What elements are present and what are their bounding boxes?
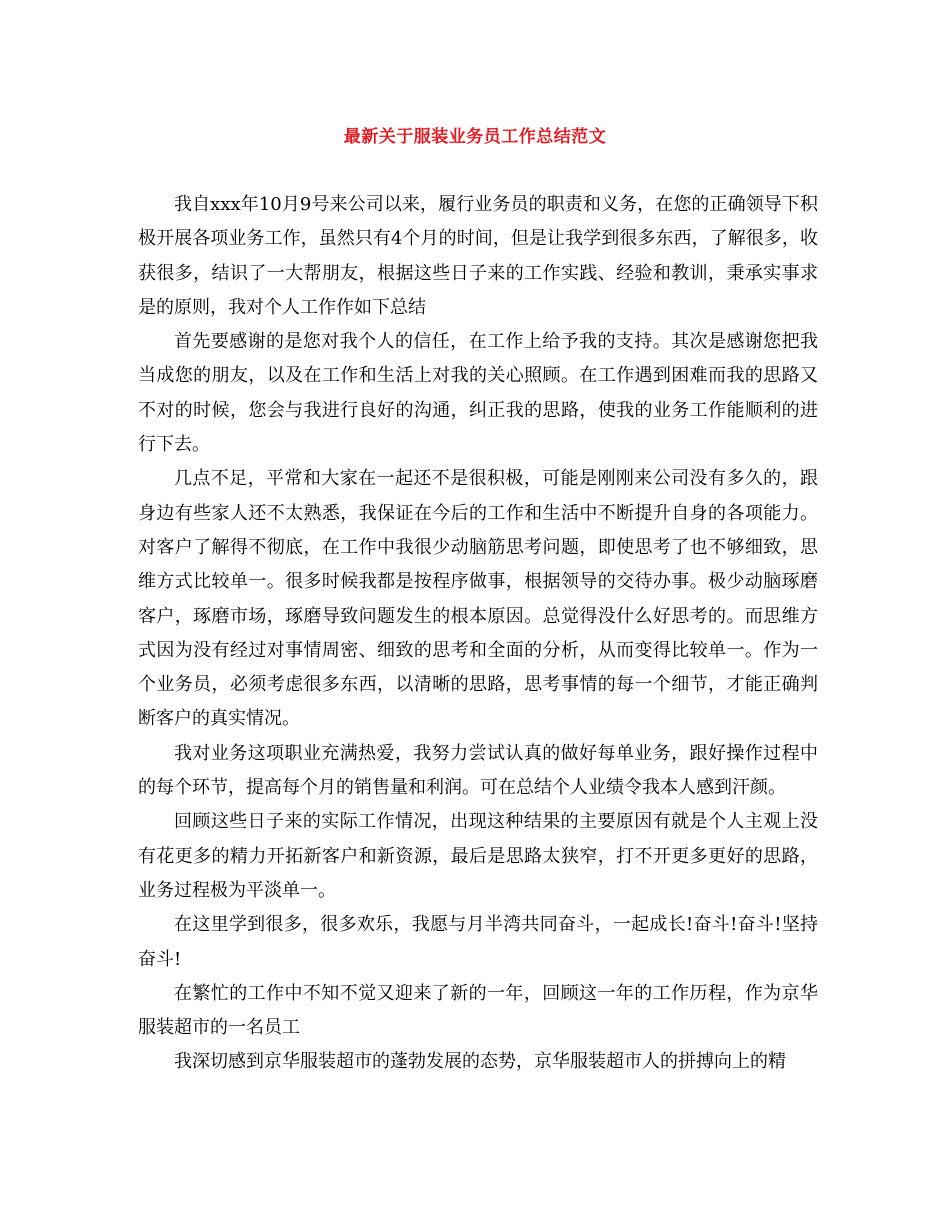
paragraph-8: 我深切感到京华服装超市的蓬勃发展的态势，京华服装超市人的拼搏向上的精 (174, 1051, 786, 1073)
paragraph-5: 回顾这些日子来的实际工作情况，出现这种结果的主要原因有就是个人主观上没有花更多的精力开拓新客户和新资源，最后是思路太狭窄，打不开更多更好的思路，业务过程极为平淡单一。 (138, 811, 818, 901)
paragraph-4: 我对业务这项职业充满热爱，我努力尝试认真的做好每单业务，跟好操作过程中的每个环节，提高每个月的销售量和利润。可在总结个人业绩令我本人感到汗颜。 (138, 742, 818, 799)
paragraph-2: 首先要感谢的是您对我个人的信任，在工作上给予我的支持。其次是感谢您把我当成您的朋友，以及在工作和生活上对我的关心照顾。在工作遇到困难而我的思路又不对的时候，您会与我进行良好的沟通，纠正我的思路，使我的业务工作能顺利的进行下去。 (138, 331, 818, 456)
paragraph-7: 在繁忙的工作中不知不觉又迎来了新的一年，回顾这一年的工作历程，作为京华服装超市的一名员工 (138, 982, 818, 1039)
paragraph-1: 我自xxx年10月9号来公司以来，履行业务员的职责和义务，在您的正确领导下积极开展各项业务工作，虽然只有4个月的时间，但是让我学到很多东西，了解很多，收获很多，结识了一大帮朋友，根据这些日子来的工作实践、经验和教训，秉承实事求是的原则，我对个人工作作如下总结 (138, 194, 818, 318)
paragraph-6: 在这里学到很多，很多欢乐，我愿与月半湾共同奋斗，一起成长!奋斗!奋斗!坚持奋斗! (138, 914, 818, 970)
paragraph-3: 几点不足，平常和大家在一起还不是很积极，可能是刚刚来公司没有多久的，跟身边有些家人还不太熟悉，我保证在今后的工作和生活中不断提升自身的各项能力。对客户了解得不彻底，在工作中我很少动脑筋思考问题，即使思考了也不够细致，思维方式比较单一。很多时候我都是按程序做事，根据领导的交待办事。极少动脑琢磨客户，琢磨市场，琢磨导致问题发生的根本原因。总觉得没什么好思考的。而思维方式因为没有经过对事情周密、细致的思考和全面的分析，从而变得比较单一。作为一个业务员，必须考虑很多东西，以清晰的思路，思考事情的每一个细节，才能正确判断客户的真实情况。 (138, 468, 818, 730)
document-body (138, 188, 818, 1080)
document-title: 最新关于服装业务员工作总结范文 (343, 127, 607, 147)
